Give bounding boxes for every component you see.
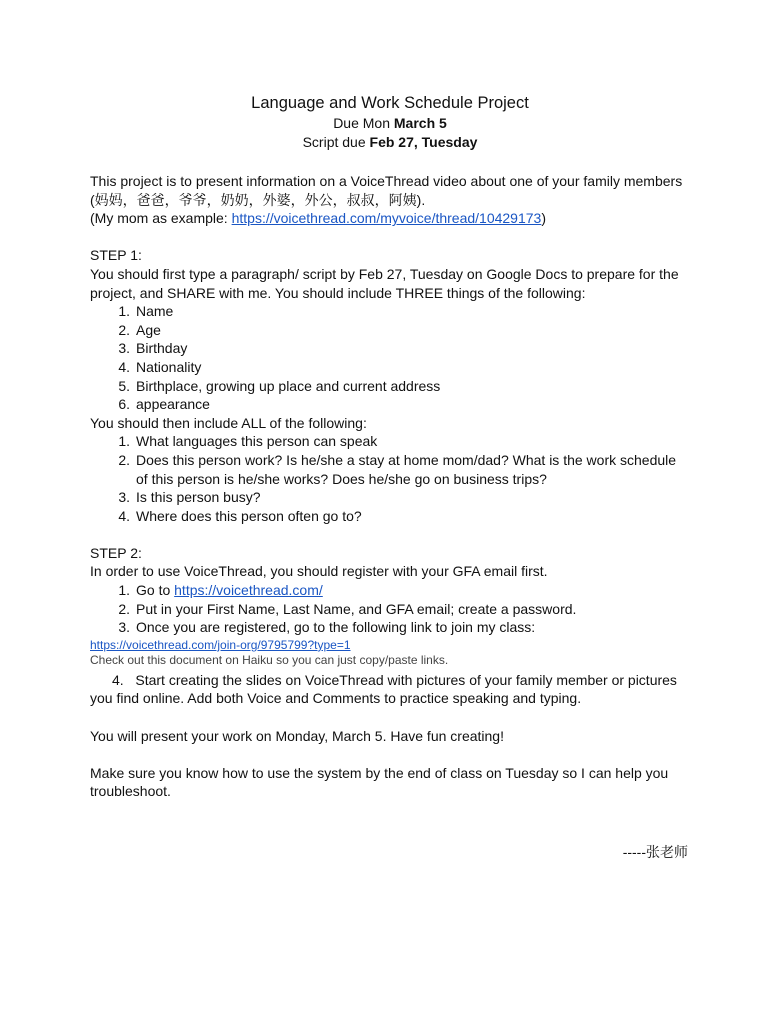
step1-list-b xyxy=(90,432,690,525)
list-item: 1. Name xyxy=(118,303,174,320)
list-item: 1. Go to https://voicethread.com/ xyxy=(118,582,323,599)
list-item: 3. Is this person busy? xyxy=(118,489,261,506)
intro-family-members: (妈妈，爸爸，爷爷，奶奶，外婆，外公，叔叔，阿姨). xyxy=(90,191,426,208)
example-link[interactable]: https://voicethread.com/myvoice/thread/10429173 xyxy=(231,210,542,227)
step2-heading: STEP 2: xyxy=(90,544,142,561)
due-date-value: March 5 xyxy=(393,115,447,131)
step2-list xyxy=(90,581,690,637)
step1-list-a xyxy=(90,302,690,414)
class-join-link[interactable]: https://voicethread.com/join-org/9795799?type=1 xyxy=(90,637,351,652)
example-suffix: ) xyxy=(541,210,547,227)
step1-text-2: You should then include ALL of the following: xyxy=(90,414,367,431)
example-prefix: (My mom as example: xyxy=(90,210,232,227)
list-item: 1. What languages this person can speak xyxy=(118,433,378,450)
intro-example xyxy=(90,209,690,228)
class-join-link-line xyxy=(90,638,690,653)
list-item: 6. appearance xyxy=(118,396,210,413)
list-item: 4. Where does this person often go to? xyxy=(118,507,362,524)
list-item: 5. Birthplace, growing up place and current address xyxy=(118,377,441,394)
item4-number: 4. xyxy=(112,671,124,688)
step2-text: In order to use VoiceThread, you should register with your GFA email first. xyxy=(90,563,548,580)
haiku-note: Check out this document on Haiku so you can just copy/paste links. xyxy=(90,652,449,667)
script-due-prefix: Script due xyxy=(302,134,370,150)
list-item: 2. Put in your First Name, Last Name, and GFA email; create a password. xyxy=(118,600,577,617)
document-page xyxy=(90,92,690,862)
list-item: 3. Birthday xyxy=(118,340,188,357)
step1-heading: STEP 1: xyxy=(90,247,142,264)
list-item: 3. Once you are registered, go to the following link to join my class: xyxy=(118,619,536,636)
step1-text: You should first type a paragraph/ script by Feb 27, Tuesday on Google Docs to prepare for the project, and SHARE with me. You should include THREE things of the following: xyxy=(90,265,679,301)
list-item: 2. Age xyxy=(118,321,161,338)
closing-text: Make sure you know how to use the system by the end of class on Tuesday so I can help you troubleshoot. xyxy=(90,764,669,800)
script-due-line xyxy=(90,133,690,152)
document-title: Language and Work Schedule Project xyxy=(251,94,529,112)
list-item: 4. Nationality xyxy=(118,358,202,375)
script-due-value: Feb 27, Tuesday xyxy=(369,134,478,150)
list-item: 2. Does this person work? Is he/she a stay at home mom/dad? What is the work schedule of this person is he/she works? Does he/she go on business trips? xyxy=(118,451,677,487)
signature: -----张老师 xyxy=(622,844,688,860)
voicethread-link[interactable]: https://voicethread.com/ xyxy=(174,582,323,599)
due-date-prefix: Due Mon xyxy=(333,115,394,131)
item4-text: Start creating the slides on VoiceThread with pictures of your family member or pictures you find online. Add both Voice and Comments to practice speaking and typing. xyxy=(90,671,677,707)
due-date-line xyxy=(90,114,690,133)
presentation-info: You will present your work on Monday, March 5. Have fun creating! xyxy=(90,727,504,744)
intro-line-1: This project is to present information on a VoiceThread video about one of your family members xyxy=(90,173,683,189)
step2-item-4 xyxy=(90,671,690,708)
